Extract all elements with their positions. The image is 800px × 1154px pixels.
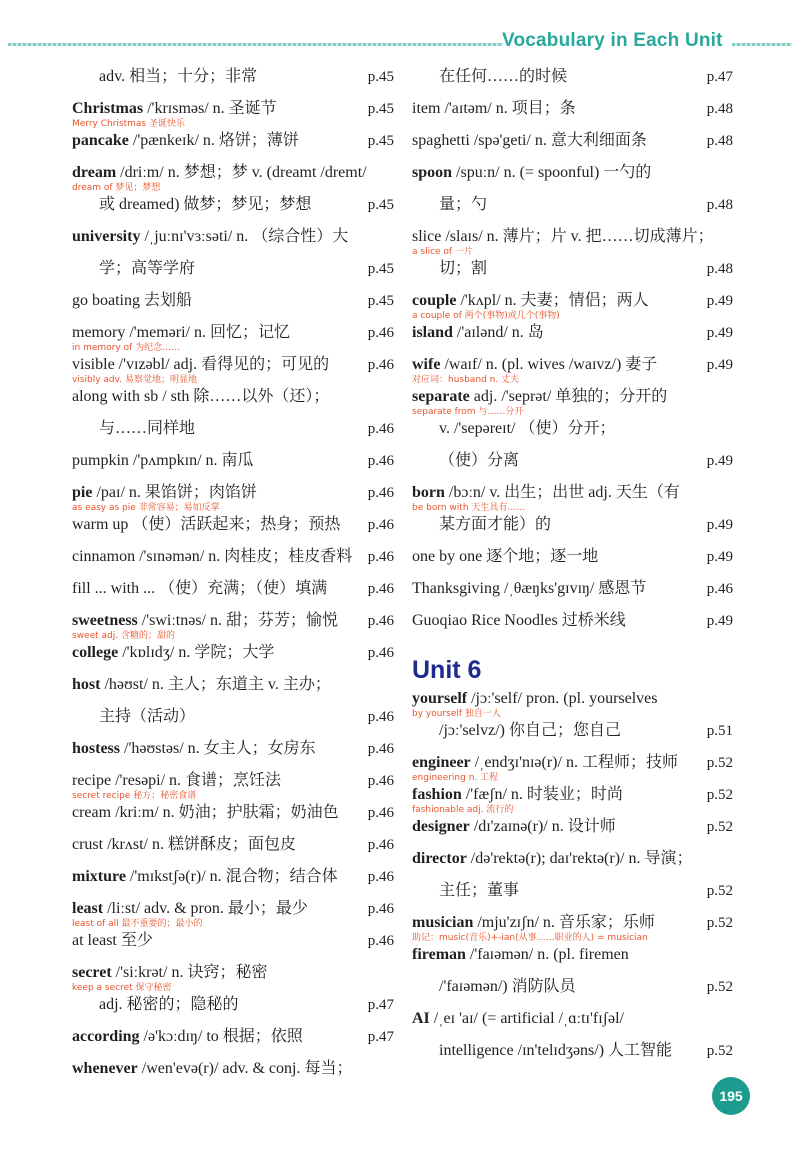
entry-text: /spuːn/ n. (= spoonful) 一勺的 [452,164,652,181]
page-ref: p.45 [367,197,394,213]
handwritten-note: fashionable adj. 流行的 [412,805,514,815]
vocab-entry [412,688,733,720]
page-ref: p.45 [367,69,394,85]
vocab-entry [72,226,394,258]
page-ref: p.46 [367,645,394,661]
page-ref: p.49 [706,613,733,629]
entry-text: /'həʊstəs/ n. 女主人；女房东 [120,740,316,757]
entry-text: at least 至少 [72,932,153,949]
entry-text: along with sb / sth 除……以外（还）； [72,388,330,405]
page-ref: p.48 [706,101,733,117]
headword: engineer [412,754,471,771]
entry-text: 某方面才能）的 [439,516,552,533]
page-ref: p.49 [706,357,733,373]
page-ref: p.52 [706,915,733,931]
vocab-entry [72,482,394,514]
unit-heading: Unit 6 [412,656,482,684]
entry-text: Thanksgiving /ˌθæŋks'gɪvɪŋ/ 感恩节 [412,580,647,597]
headword: director [412,850,467,867]
entry-text: 切；割 [439,260,488,277]
headword: dream [72,164,117,181]
handwritten-note: secret recipe 秘方；秘密食谱 [72,791,197,801]
page-ref: p.46 [367,869,394,885]
vocab-entry [412,162,733,194]
page-ref: p.46 [367,421,394,437]
entry-text: 与……同样地 [99,420,196,437]
vocab-entry [72,1026,394,1058]
entry-text: /'faɪəmən/ n. (pl. firemen [465,946,629,963]
page-ref: p.52 [706,755,733,771]
page-ref: p.46 [706,581,733,597]
entry-text: /'kʌpl/ n. 夫妻；情侣；两人 [456,292,649,309]
vocab-entry [412,976,733,1008]
handwritten-note: a couple of 两个(事物)或几个(事物) [412,311,560,321]
vocab-entry [412,944,733,976]
vocab-entry [72,194,394,226]
header-rule [8,43,503,46]
page-ref: p.46 [367,773,394,789]
headword: Christmas [72,100,144,117]
vocab-entry [72,802,394,834]
vocab-entry [72,770,394,802]
entry-text: /ˌjuːnɪ'vɜːsəti/ n. （综合性）大 [140,228,349,245]
handwritten-note: 对应词：husband n. 丈夫 [412,375,520,385]
page-ref: p.46 [367,709,394,725]
vocab-entry [412,450,733,482]
vocab-entry [412,1008,733,1040]
entry-text: one by one 逐个地；逐一地 [412,548,599,565]
entry-text: 或 dreamed) 做梦；梦见；梦想 [99,196,312,213]
entry-text: /driːm/ n. 梦想；梦 v. (dreamt /dremt/ [116,164,367,181]
headword: university [72,228,141,245]
entry-text: /wen'evə(r)/ adv. & conj. 每当； [137,1060,353,1077]
page-ref: p.52 [706,819,733,835]
page-ref: p.48 [706,197,733,213]
entry-text: /paɪ/ n. 果馅饼；肉馅饼 [92,484,257,501]
entry-text: v. /'sepəreɪt/ （使）分开； [439,420,616,437]
headword: secret [72,964,112,981]
page-ref: p.52 [706,787,733,803]
entry-text: /'aɪlənd/ n. 岛 [452,324,544,341]
vocab-entry [72,290,394,322]
entry-text: /liːst/ adv. & pron. 最小；最少 [103,900,308,917]
entry-text: /də'rektə(r); daɪ'rektə(r)/ n. 导演； [466,850,693,867]
vocab-entry [72,578,394,610]
page-ref: p.45 [367,293,394,309]
headword: host [72,676,101,693]
page-ref: p.49 [706,517,733,533]
page-ref: p.52 [706,979,733,995]
vocab-entry [72,1058,394,1090]
vocab-entry [72,738,394,770]
headword: college [72,644,119,661]
page-ref: p.51 [706,723,733,739]
headword: hostess [72,740,121,757]
vocab-entry [412,290,733,322]
entry-text: /'swiːtnəs/ n. 甜；芬芳；愉悦 [137,612,338,629]
vocab-entry [412,1040,733,1072]
headword: island [412,324,453,341]
entry-text: Guoqiao Rice Noodles 过桥米线 [412,612,626,629]
left-column [72,66,394,1090]
page-ref: p.46 [367,581,394,597]
vocab-entry [72,610,394,642]
headword: whenever [72,1060,138,1077]
headword: fireman [412,946,466,963]
vocab-entry [412,98,733,130]
headword: couple [412,292,457,309]
header-title: Vocabulary in Each Unit [502,30,723,51]
entry-text: cinnamon /'sɪnəmən/ n. 肉桂皮；桂皮香料 [72,548,353,565]
headword: according [72,1028,140,1045]
page-ref: p.45 [367,133,394,149]
entry-text: slice /slaɪs/ n. 薄片；片 v. 把……切成薄片； [412,228,714,245]
entry-text: /mju'zɪʃn/ n. 音乐家；乐师 [473,914,655,931]
vocab-entry [72,930,394,962]
page-ref: p.52 [706,1043,733,1059]
page-number: 195 [712,1077,750,1115]
page-ref: p.45 [367,101,394,117]
vocab-entry [412,578,733,610]
page-ref: p.48 [706,133,733,149]
handwritten-note: Merry Christmas 圣诞快乐 [72,119,185,129]
vocab-entry [72,514,394,546]
vocab-entry [412,514,733,546]
vocab-entry [412,386,733,418]
entry-text: warm up （使）活跃起来；热身；预热 [72,516,341,533]
entry-text: memory /'meməri/ n. 回忆；记忆 [72,324,290,341]
page-ref: p.46 [367,933,394,949]
entry-text: /'faɪəmən/) 消防队员 [439,978,576,995]
headword: mixture [72,868,126,885]
vocab-entry [72,386,394,418]
vocab-entry [412,912,733,944]
vocab-entry [72,98,394,130]
vocab-entry [72,962,394,994]
vocab-entry [412,194,733,226]
handwritten-note: separate from 与……分开 [412,407,524,417]
headword: sweetness [72,612,138,629]
entry-text: /jɔː'selvz/) 你自己；您自己 [439,722,621,739]
handwritten-note: engineering n. 工程 [412,773,499,783]
entry-text: /həʊst/ n. 主人；东道主 v. 主办； [100,676,331,693]
vocab-entry [412,322,733,354]
page-ref: p.46 [367,805,394,821]
vocab-entry [72,450,394,482]
entry-text: crust /krʌst/ n. 糕饼酥皮；面包皮 [72,836,296,853]
vocab-entry [412,752,733,784]
page-ref: p.49 [706,293,733,309]
handwritten-note: keep a secret 保守秘密 [72,983,172,993]
page-ref: p.47 [367,997,394,1013]
handwritten-note: sweet adj. 含糖的；甜的 [72,631,175,641]
entry-text: visible /'vɪzəbl/ adj. 看得见的；可见的 [72,356,330,373]
handwritten-note: in memory of 为纪念…… [72,343,181,353]
vocab-entry [412,816,733,848]
vocab-entry [72,258,394,290]
page-ref: p.49 [706,549,733,565]
headword: pie [72,484,93,501]
entry-text: spaghetti /spə'geti/ n. 意大利细面条 [412,132,647,149]
page-ref: p.49 [706,325,733,341]
entry-text: /ˌendʒɪ'nɪə(r)/ n. 工程师；技师 [470,754,678,771]
vocab-entry [72,834,394,866]
entry-text: /'pænkeɪk/ n. 烙饼；薄饼 [128,132,299,149]
entry-text: fill ... with ... （使）充满；（使）填满 [72,580,328,597]
entry-text: /waɪf/ n. (pl. wives /waɪvz/) 妻子 [440,356,658,373]
page-ref: p.46 [367,613,394,629]
vocab-entry [412,482,733,514]
entry-text: 学；高等学府 [99,260,196,277]
vocab-entry [72,130,394,162]
page-ref: p.46 [367,517,394,533]
vocab-entry [72,674,394,706]
vocab-entry [72,546,394,578]
headword: musician [412,914,474,931]
vocab-entry [72,994,394,1026]
vocab-entry [72,642,394,674]
handwritten-note: be born with 天生具有…… [412,503,526,513]
vocab-entry [412,418,733,450]
entry-text: 主任；董事 [439,882,520,899]
vocab-entry [72,418,394,450]
vocab-entry [412,720,733,752]
page-ref: p.46 [367,325,394,341]
entry-text: 主持（活动） [99,708,196,725]
entry-text: item /'aɪtəm/ n. 项目；条 [412,100,576,117]
headword: spoon [412,164,453,181]
page-ref: p.46 [367,901,394,917]
entry-text: cream /kriːm/ n. 奶油；护肤霜；奶油色 [72,804,339,821]
page-ref: p.48 [706,261,733,277]
entry-text: /'krɪsməs/ n. 圣诞节 [143,100,277,117]
vocab-entry [72,322,394,354]
entry-text: recipe /'resəpi/ n. 食谱；烹饪法 [72,772,282,789]
entry-text: 在任何……的时候 [439,68,568,85]
page-ref: p.46 [367,485,394,501]
entry-text: pumpkin /'pʌmpkɪn/ n. 南瓜 [72,452,254,469]
page-ref: p.47 [367,1029,394,1045]
headword: yourself [412,690,468,707]
vocab-entry [72,66,394,98]
handwritten-note: by yourself 独自一人 [412,709,501,719]
headword: least [72,900,104,917]
headword: pancake [72,132,129,149]
headword: separate [412,388,470,405]
header-rule-end [732,43,792,46]
entry-text: /'fæʃn/ n. 时装业；时尚 [461,786,623,803]
entry-text: adj. 秘密的；隐秘的 [99,996,239,1013]
entry-text: /ˌeɪ 'aɪ/ (= artificial /ˌɑːtɪ'fɪʃəl/ [429,1010,624,1027]
entry-text: （使）分离 [439,452,520,469]
handwritten-note: 助记：music(音乐)+-ian(从事……职业的人) = musician [412,933,648,943]
page-ref: p.47 [706,69,733,85]
page-ref: p.45 [367,261,394,277]
headword: fashion [412,786,462,803]
entry-text: /jɔː'self/ pron. (pl. yourselves [467,690,658,707]
page-ref: p.46 [367,741,394,757]
entry-text: /'mɪkstʃə(r)/ n. 混合物；结合体 [125,868,338,885]
entry-text: adv. 相当；十分；非常 [99,68,258,85]
handwritten-note: dream of 梦见；梦想 [72,183,161,193]
headword: designer [412,818,470,835]
entry-text: /bɔːn/ v. 出生；出世 adj. 天生（有 [444,484,680,501]
vocab-entry [412,880,733,912]
vocab-entry [412,258,733,290]
page-ref: p.46 [367,357,394,373]
entry-text: /dɪ'zaɪnə(r)/ n. 设计师 [469,818,616,835]
vocab-entry [412,130,733,162]
page-ref: p.49 [706,453,733,469]
vocab-entry [72,706,394,738]
page-ref: p.46 [367,837,394,853]
right-column [412,66,733,1072]
vocab-entry [412,610,733,642]
handwritten-note: as easy as pie 非常容易；易如反掌 [72,503,220,513]
vocab-entry [412,546,733,578]
entry-text: 量；勺 [439,196,488,213]
page-ref: p.46 [367,453,394,469]
page-ref: p.52 [706,883,733,899]
headword: AI [412,1010,430,1027]
vocab-entry [72,898,394,930]
vocab-entry [72,354,394,386]
vocab-entry [412,848,733,880]
entry-text: adj. /'seprət/ 单独的；分开的 [469,388,668,405]
page-ref: p.46 [367,549,394,565]
vocab-entry [412,784,733,816]
entry-text: intelligence /ɪn'telɪdʒəns/) 人工智能 [439,1042,673,1059]
handwritten-note: a slice of 一片 [412,247,473,257]
entry-text: /'kɒlɪdʒ/ n. 学院；大学 [118,644,275,661]
headword: born [412,484,445,501]
entry-text: go boating 去划船 [72,292,192,309]
vocab-entry [412,66,733,98]
vocab-entry [72,162,394,194]
entry-text: /'siːkrət/ n. 诀窍；秘密 [111,964,268,981]
vocab-entry [412,226,733,258]
vocab-entry [72,866,394,898]
vocab-entry [412,354,733,386]
headword: wife [412,356,441,373]
handwritten-note: visibly adv. 易察觉地；明显地 [72,375,197,385]
entry-text: /ə'kɔːdɪŋ/ to 根据；依照 [139,1028,303,1045]
handwritten-note: least of all 最不重要的；最小的 [72,919,203,929]
